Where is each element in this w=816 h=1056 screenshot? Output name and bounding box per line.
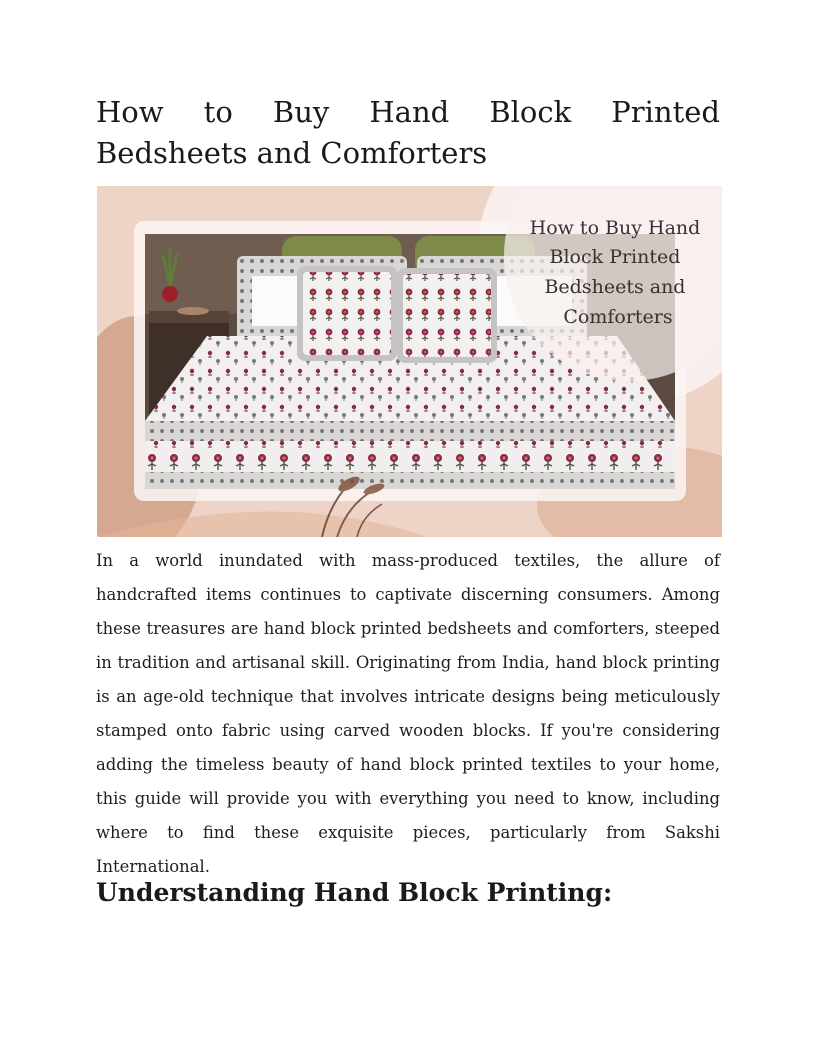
page-title: How to Buy Hand Block Printed Bedsheets and Comforters <box>96 95 720 170</box>
intro-paragraph: In a world inundated with mass-produced textiles, the allure of handcrafted items continues to captivate discerning consumers. Among these treasures are hand block printed bedsheets and comforters, steeped in tradition and artisanal skill. Originating from India, hand block printing is an age-old technique that involves intricate designs being meticulously stamped onto fabric using carved wooden blocks. If you're considering adding the timeless beauty of hand block printed textiles to your home, this guide will provide you with everything you need to know, including where to find these exquisite pieces, particularly from Sakshi International. <box>96 551 720 876</box>
hero-overlay-line-3: Bedsheets and <box>544 276 686 298</box>
hero-overlay-line-2: Block Printed <box>549 246 681 268</box>
section-heading: Understanding Hand Block Printing: <box>96 878 613 907</box>
hero-image <box>97 186 722 537</box>
hero-overlay-line-4: Comforters <box>563 306 673 328</box>
hero-overlay-line-1: How to Buy Hand <box>529 217 701 239</box>
